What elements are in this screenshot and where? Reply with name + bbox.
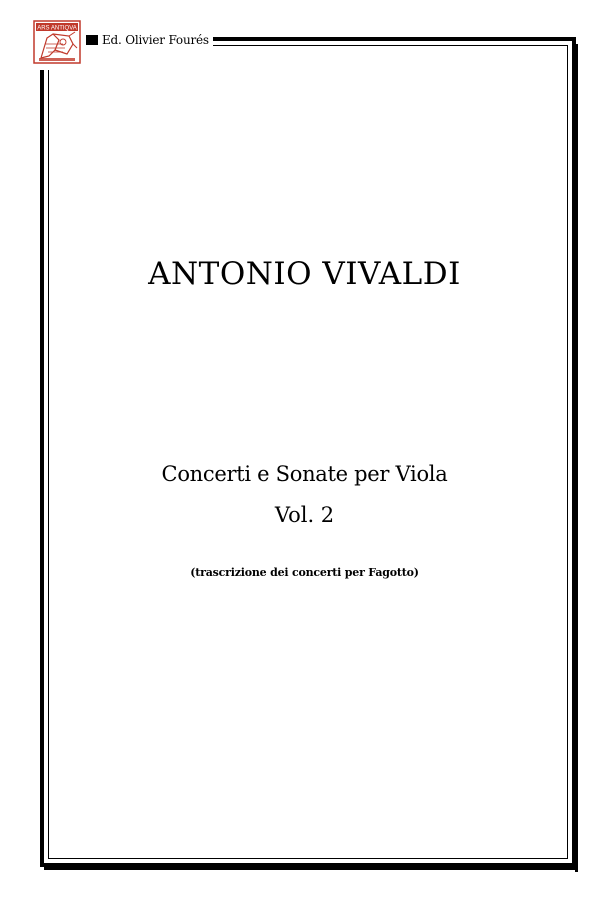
publisher-header bbox=[33, 20, 213, 70]
publisher-name: Ed. Olivier Fourés bbox=[102, 33, 209, 47]
publisher-logo-icon bbox=[33, 20, 83, 66]
logo-text: ARS ANTIQVA bbox=[37, 25, 77, 32]
ars-antiqua-logo bbox=[33, 20, 83, 66]
publisher-name-block bbox=[86, 34, 209, 46]
composer-name: ANTONIO VIVALDI bbox=[148, 256, 461, 292]
page-frame-inner bbox=[48, 45, 568, 859]
work-subtitle: (trascrizione dei concerti per Fagotto) bbox=[190, 566, 419, 579]
work-title: Concerti e Sonate per Viola bbox=[161, 462, 448, 486]
volume-number: Vol. 2 bbox=[274, 503, 335, 527]
publisher-mark bbox=[86, 35, 98, 45]
publisher-name-row bbox=[86, 34, 209, 46]
